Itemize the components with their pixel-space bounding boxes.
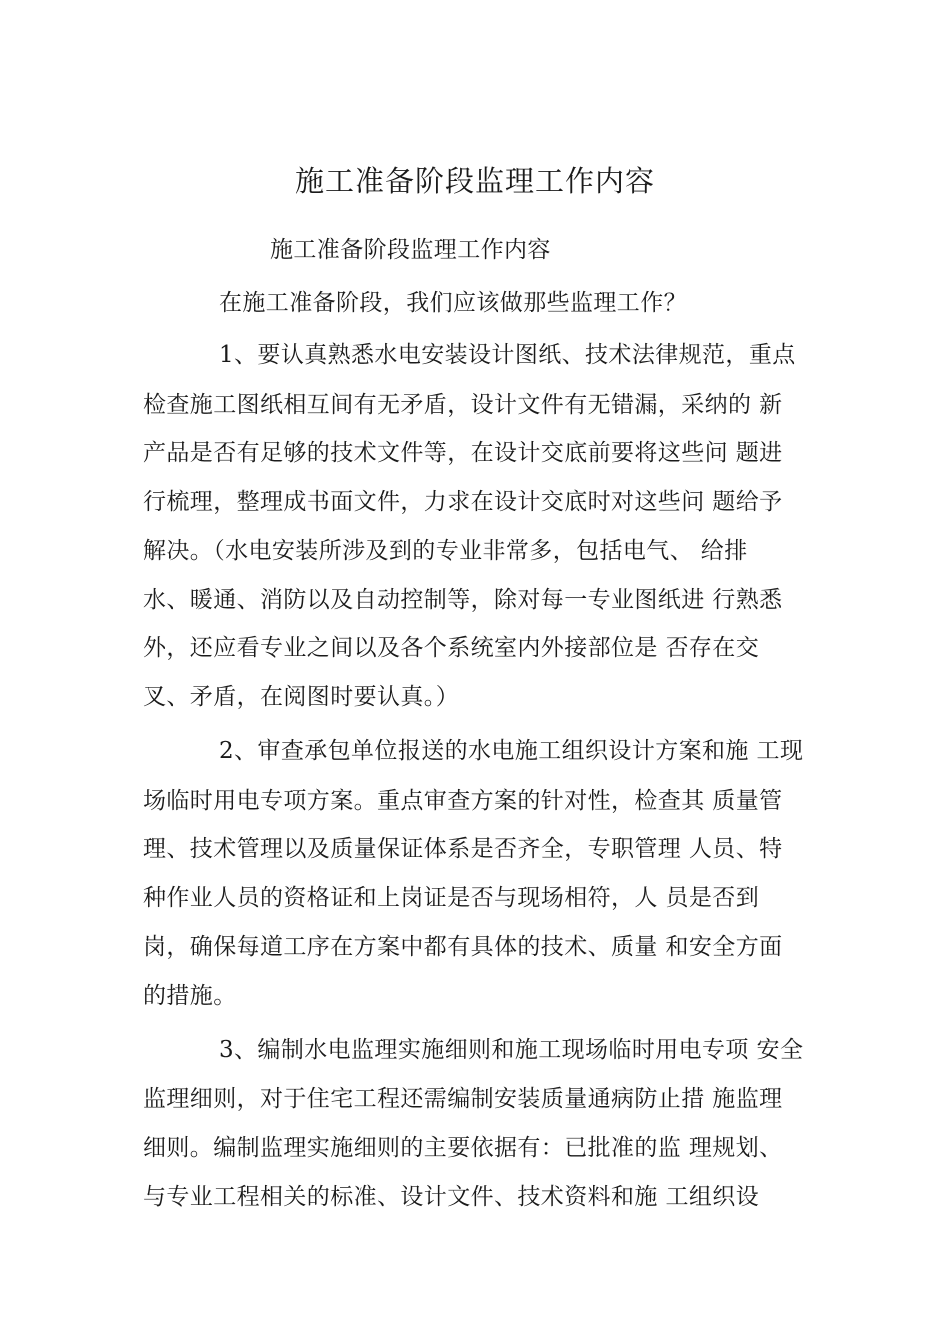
intro-question: 在施工准备阶段，我们应该做那些监理工作？: [219, 290, 687, 316]
paragraph-line: 水、暖通、消防以及自动控制等，除对每一专业图纸进 行熟悉: [143, 587, 783, 613]
paragraph-line: 检查施工图纸相互间有无矛盾，设计文件有无错漏，采纳的 新: [143, 392, 783, 418]
paragraph-line: 解决。（水电安装所涉及到的专业非常多，包括电气、 给排: [143, 538, 748, 564]
paragraph-line: 与专业工程相关的标准、设计文件、技术资料和施 工组织设: [143, 1184, 760, 1210]
paragraph-line: 外，还应看专业之间以及各个系统室内外接部位是 否存在交: [143, 635, 760, 661]
document-title: 施工准备阶段监理工作内容: [294, 164, 655, 198]
paragraph-line: 2、审查承包单位报送的水电施工组织设计方案和施 工现: [219, 738, 804, 764]
paragraph-line: 种作业人员的资格证和上岗证是否与现场相符，人 员是否到: [143, 885, 760, 911]
paragraph-line: 产品是否有足够的技术文件等，在设计交底前要将这些问 题进: [143, 440, 783, 466]
paragraph-line: 叉、矛盾，在阅图时要认真。）: [143, 684, 460, 710]
paragraph-line: 行梳理，整理成书面文件，力求在设计交底时对这些问 题给予: [143, 489, 783, 515]
paragraph-line: 监理细则，对于住宅工程还需编制安装质量通病防止措 施监理: [143, 1086, 783, 1112]
paragraph-line: 1、要认真熟悉水电安装设计图纸、技术法律规范，重点: [219, 342, 796, 368]
paragraph-line: 的措施。: [143, 983, 237, 1009]
paragraph-line: 岗，确保每道工序在方案中都有具体的技术、质量 和安全方面: [143, 934, 783, 960]
paragraph-line: 场临时用电专项方案。重点审查方案的针对性，检查其 质量管: [143, 788, 783, 814]
document-subtitle: 施工准备阶段监理工作内容: [270, 237, 551, 263]
paragraph-line: 理、技术管理以及质量保证体系是否齐全，专职管理 人员、特: [143, 836, 783, 862]
paragraph-line: 细则。编制监理实施细则的主要依据有：已批准的监 理规划、: [143, 1135, 783, 1161]
paragraph-line: 3、编制水电监理实施细则和施工现场临时用电专项 安全: [219, 1037, 804, 1063]
